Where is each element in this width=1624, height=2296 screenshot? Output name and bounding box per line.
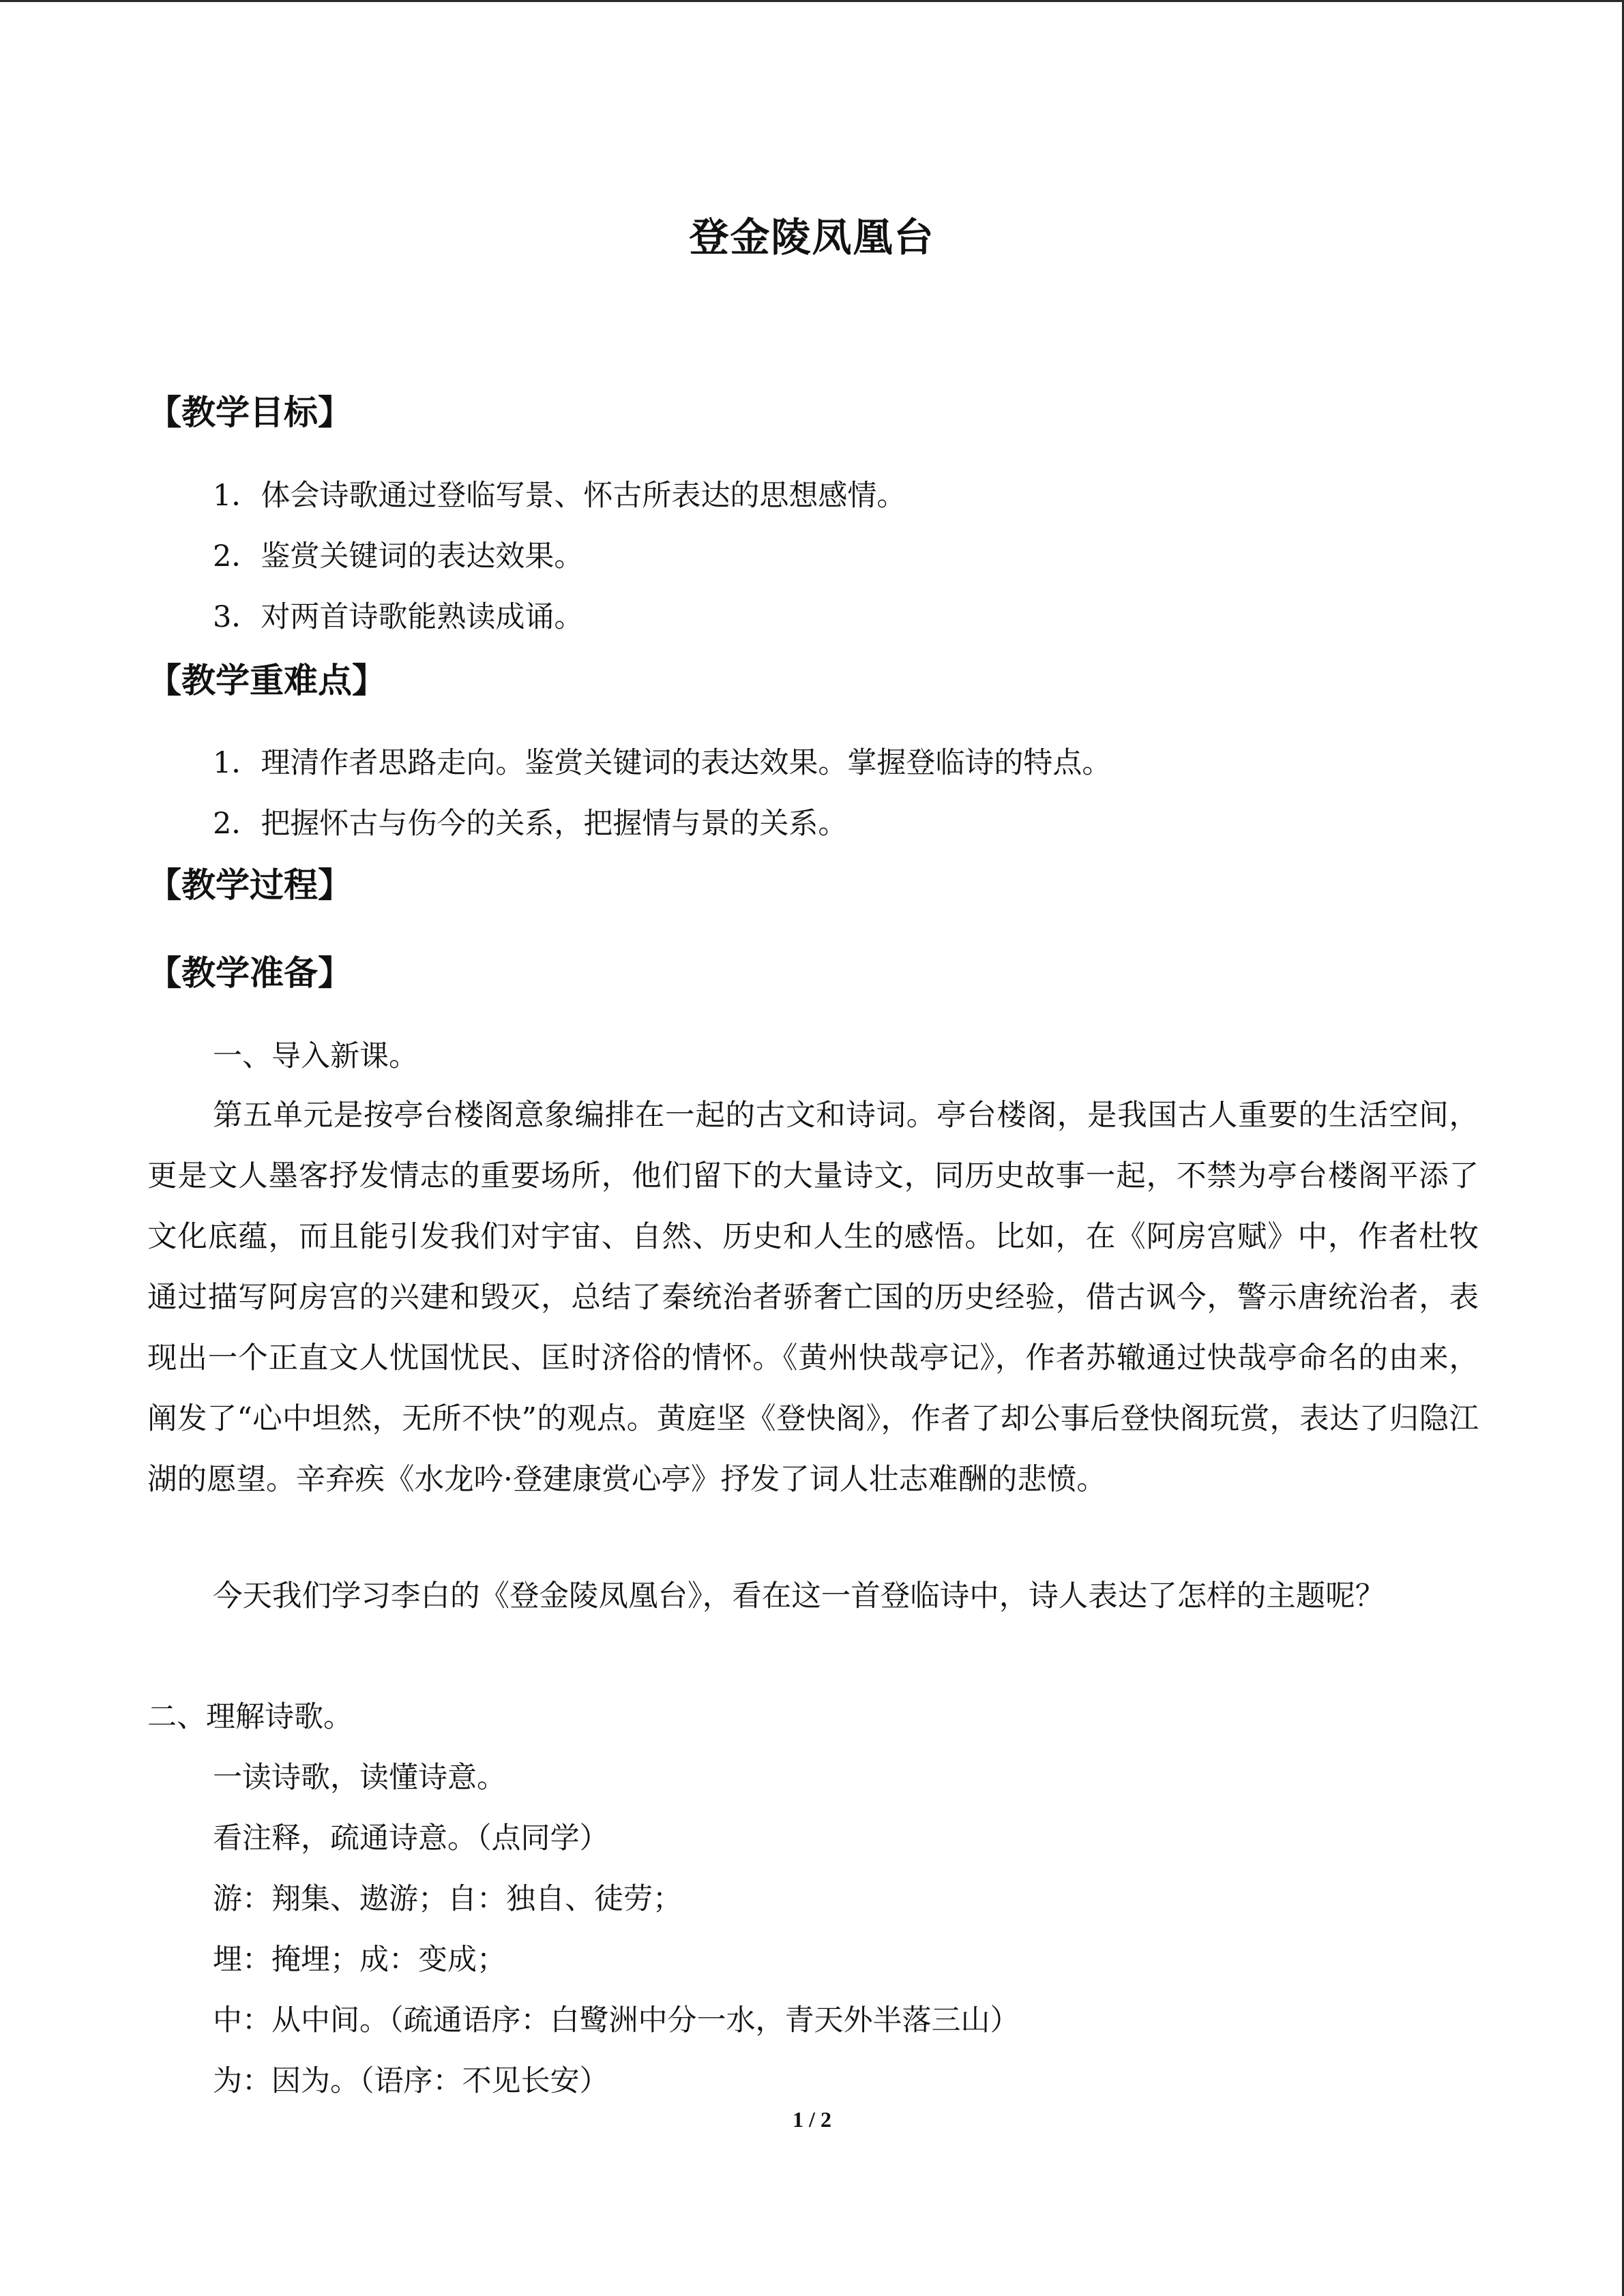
key-point-item-2: 2．把握怀古与伤今的关系，把握情与景的关系。 (213, 807, 848, 841)
objective-item-2: 2．鉴赏关键词的表达效果。 (213, 539, 584, 573)
objective-item-1: 1．体会诗歌通过登临写景、怀古所表达的思想感情。 (213, 479, 906, 513)
objective-item-3: 3．对两首诗歌能熟读成诵。 (213, 600, 584, 634)
body-line-6: 为：因为。（语序：不见长安） (213, 2064, 609, 2098)
heading-key-points: 【教学重难点】 (147, 661, 386, 700)
page-top-border (0, 0, 1624, 2)
body-line-4: 埋：掩埋；成：变成； (213, 1943, 506, 1977)
body-line-3: 游：翔集、遨游；自：独自、徒劳； (213, 1882, 682, 1916)
body-line-2: 看注释，疏通诗意。（点同学） (213, 1821, 609, 1855)
intro-title: 一、导入新课。 (213, 1039, 418, 1073)
question-paragraph: 今天我们学习李白的《登金陵凤凰台》，看在这一首登临诗中，诗人表达了怎样的主题呢？ (213, 1579, 1385, 1613)
page-number: 1 / 2 (793, 2107, 831, 2132)
intro-paragraph: 第五单元是按亭台楼阁意象编排在一起的古文和诗词。亭台楼阁，是我国古人重要的生活空间，更是文人墨客抒发情志的重要场所，他们留下的大量诗文，同历史故事一起，不禁为亭台楼阁平添了文化底蕴，而且能引发我们对宇宙、自然、历史和人生的感悟。比如，在《阿房宫赋》中，作者杜牧通过描写阿房宫的兴建和毁灭，总结了秦统治者骄奢亡国的历史经验，借古讽今，警示唐统治者，表现出一个正直文人忧国忧民、匡时济俗的情怀。《黄州快哉亭记》，作者苏辙通过快哉亭命名的由来，阐发了“心中坦然，无所不快”的观点。黄庭坚《登快阁》，作者了却公事后登快阁玩赏，表达了归隐江湖的愿望。辛弃疾《水龙吟·登建康赏心亭》抒发了词人壮志难酬的悲愤。 (147, 1099, 1479, 1497)
heading-objectives: 【教学目标】 (147, 393, 352, 432)
body-line-1: 一读诗歌，读懂诗意。 (213, 1761, 506, 1795)
body-line-5: 中：从中间。（疏通语序：白鹭洲中分一水，青天外半落三山） (213, 2003, 1020, 2038)
document-title: 登金陵凤凰台 (689, 214, 935, 260)
key-point-item-1: 1．理清作者思路走向。鉴赏关键词的表达效果。掌握登临诗的特点。 (213, 746, 1112, 780)
heading-process: 【教学过程】 (147, 865, 352, 905)
understand-title: 二、理解诗歌。 (147, 1700, 353, 1734)
heading-preparation: 【教学准备】 (147, 953, 352, 993)
